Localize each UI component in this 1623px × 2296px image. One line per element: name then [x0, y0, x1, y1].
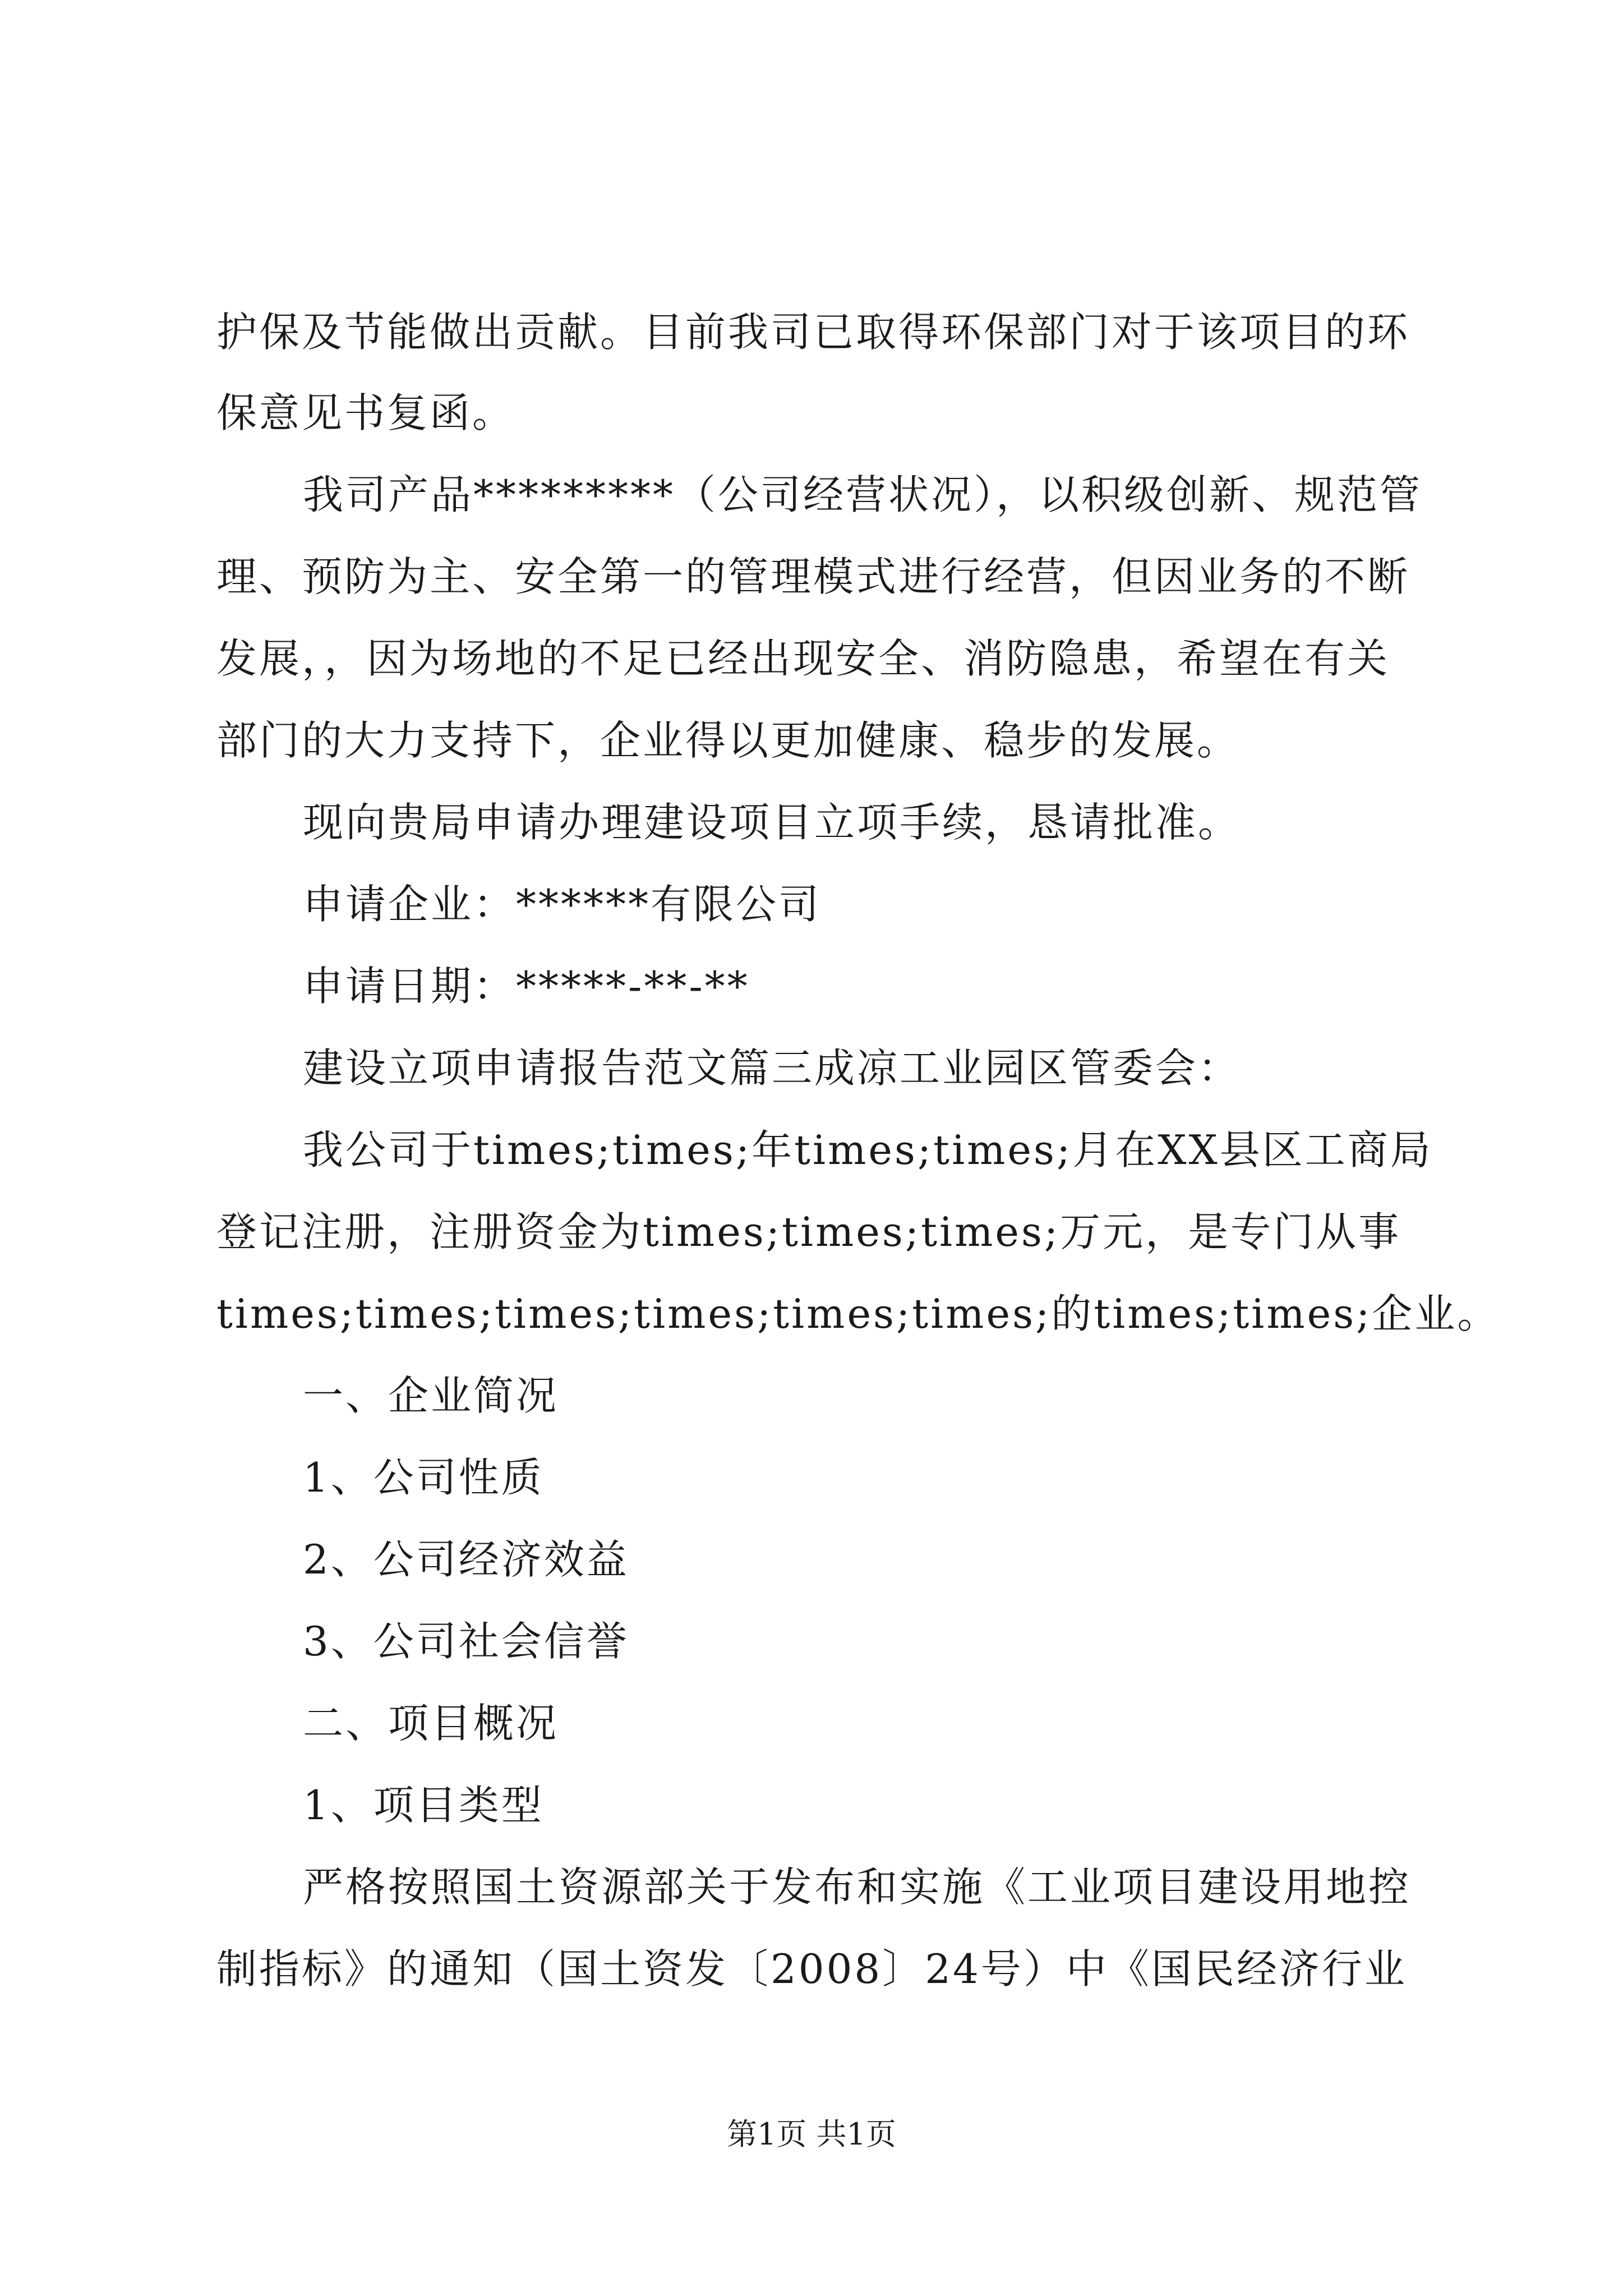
paragraph-line: 现向贵局申请办理建设项目立项手续，恳请批准。	[303, 799, 1241, 846]
list-item: 3、公司社会信誉	[303, 1618, 629, 1665]
application-date-line: 申请日期：*****-**-**	[303, 963, 750, 1010]
paragraph-line: 发展，，因为场地的不足已经出现安全、消防隐患，希望在有关	[216, 635, 1390, 682]
list-heading: 一、企业简况	[303, 1372, 559, 1419]
list-item: 2、公司经济效益	[303, 1536, 629, 1583]
paragraph-line: 护保及节能做出贡献。目前我司已取得环保部门对于该项目的环	[216, 309, 1410, 356]
paragraph-line: 保意见书复函。	[216, 389, 515, 436]
paragraph-line: 部门的大力支持下，企业得以更加健康、稳步的发展。	[216, 717, 1240, 764]
list-heading: 二、项目概况	[303, 1700, 559, 1747]
paragraph-line: 我公司于times;times;年times;times;月在XX县区工商局	[303, 1126, 1433, 1174]
paragraph-line: 登记注册，注册资金为times;times;times;万元，是专门从事	[216, 1208, 1401, 1255]
paragraph-line: 制指标》的通知（国土资发〔2008〕24号）中《国民经济行业	[216, 1945, 1407, 1993]
applicant-company-line: 申请企业：******有限公司	[303, 881, 822, 928]
paragraph-line: 我司产品*********（公司经营状况），以积级创新、规范管	[303, 471, 1423, 518]
list-item: 1、项目类型	[303, 1782, 544, 1829]
page-number-footer: 第1页 共1页	[727, 2116, 896, 2152]
paragraph-line: 理、预防为主、安全第一的管理模式进行经营，但因业务的不断	[216, 553, 1410, 600]
list-item: 1、公司性质	[303, 1454, 544, 1501]
paragraph-line: times;times;times;times;times;times;的times;times;企业。	[216, 1290, 1500, 1337]
section-heading-line: 建设立项申请报告范文篇三成凉工业园区管委会：	[303, 1045, 1241, 1092]
paragraph-line: 严格按照国土资源部关于发布和实施《工业项目建设用地控	[303, 1864, 1412, 1911]
